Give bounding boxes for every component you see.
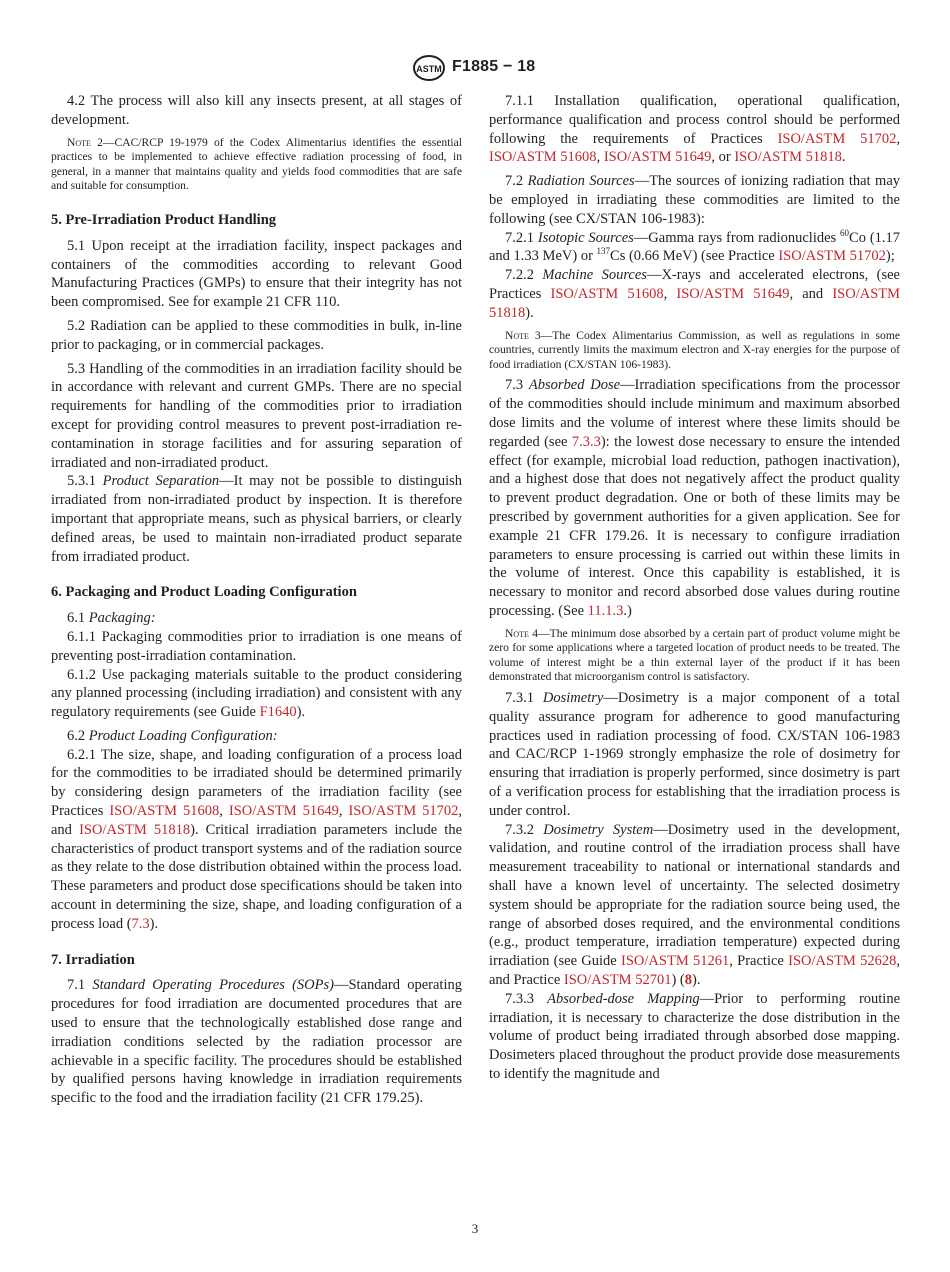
para-6-2: 6.2 Product Loading Configuration: xyxy=(67,727,278,744)
link-section-7-3-3[interactable]: 7.3.3 xyxy=(571,433,601,450)
para-6-1-1: 6.1.1 Packaging commodities prior to irradiation is one means of preventing post-irradiation contamination. xyxy=(51,628,462,664)
link-iso-astm-51818[interactable]: ISO/ASTM 51818 xyxy=(79,821,191,838)
heading-section-6: 6. Packaging and Product Loading Configuration xyxy=(51,584,357,601)
page-number: 3 xyxy=(471,1221,479,1236)
right-column xyxy=(489,92,900,1084)
astm-logo-icon xyxy=(412,54,446,82)
note-3: Note 3—The Codex Alimentarius Commission, as well as regulations in some countries, currently limits the maximum electron and X-ray energies for the purpose of food irradiation (CX/STAN 106-1983). xyxy=(489,328,900,371)
link-iso-astm-51702[interactable]: ISO/ASTM 51702 xyxy=(777,130,897,147)
link-iso-astm-51649[interactable]: ISO/ASTM 51649 xyxy=(603,149,712,166)
para-4-2: 4.2 The process will also kill any insects present, at all stages of development. xyxy=(51,93,462,128)
heading-section-7: 7. Irradiation xyxy=(51,951,135,968)
para-7-2: 7.2 Radiation Sources—The sources of ionizing radiation that may be employed in irradiating these commodities are limited to the following (see CX/STAN 106-1983): xyxy=(489,173,901,227)
link-iso-astm-51608[interactable]: ISO/ASTM 51608 xyxy=(489,149,597,166)
link-iso-astm-51608[interactable]: ISO/ASTM 51608 xyxy=(109,803,220,820)
para-5-1: 5.1 Upon receipt at the irradiation facility, inspect packages and containers of the commodities according to relevant Good Manufacturing Practices (GMPs) to ensure that their integrity has not been compromised. See for example 21 CFR 110. xyxy=(51,237,462,311)
left-column xyxy=(51,92,462,1108)
link-iso-astm-52701[interactable]: ISO/ASTM 52701 xyxy=(563,972,672,989)
para-5-3-1: 5.3.1 Product Separation—It may not be possible to distinguish irradiated from non-irradiated product by inspection. It is therefore important that appropriate means, such as physical barriers, or clearly defined areas, be used to maintain non-irradiated product separate from irradiated product. xyxy=(51,473,463,565)
para-7-3-2: 7.3.2 Dosimetry System—Dosimetry used in the development, validation, and routine control of the irradiation process shall have measurement traceability to national or international standards and shall have a known level of uncertainty. The selected dosimetry system should be appropriate for the radiation source being used, the range of absorbed doses required, and the environmental conditions (e.g., product temperature, irradiation temperature) expected during irradiation (see Guide ISO/ASTM 51261, Practice ISO/ASTM 52628, and Practice ISO/ASTM 52701) (8). xyxy=(489,821,901,989)
link-iso-astm-51702[interactable]: ISO/ASTM 51702 xyxy=(348,803,459,820)
link-f1640[interactable]: F1640 xyxy=(259,704,297,721)
page-header xyxy=(0,56,950,84)
para-7-2-2: 7.2.2 Machine Sources—X-rays and accelerated electrons, (see Practices ISO/ASTM 51608, ISO/ASTM 51649, and ISO/ASTM 51818). xyxy=(489,267,901,321)
svg-text:ASTM: ASTM xyxy=(416,64,442,74)
para-7-3-3: 7.3.3 Absorbed-dose Mapping—Prior to performing routine irradiation, it is necessary to characterize the dose distribution in the volume of product being irradiated through absorbed dose mapping. Dosimeters placed throughout the product provide dose measurements to identify the magnitude and xyxy=(489,990,901,1083)
link-iso-astm-51818[interactable]: ISO/ASTM 51818 xyxy=(489,285,901,321)
heading-section-5: 5. Pre-Irradiation Product Handling xyxy=(51,211,277,228)
link-iso-astm-51649[interactable]: ISO/ASTM 51649 xyxy=(228,803,339,820)
link-iso-astm-51608[interactable]: ISO/ASTM 51608 xyxy=(550,285,664,302)
para-7-1-1: 7.1.1 Installation qualification, operational qualification, performance qualification and process control should be performed following the requirements of Practices ISO/ASTM 51702, ISO/ASTM 51608, ISO/ASTM 51649, or ISO/ASTM 51818. xyxy=(489,93,900,166)
link-iso-astm-51261[interactable]: ISO/ASTM 51261 xyxy=(621,953,730,970)
para-7-2-1: 7.2.1 Isotopic Sources—Gamma rays from radionuclides $^{60}$Co (1.17 and 1.33 MeV) or $^{137}$Cs (0.66 MeV) (see Practice ISO/ASTM 51702); xyxy=(489,227,901,265)
note-2: Note 2—CAC/RCP 19-1979 of the Codex Alimentarius identifies the essential practices to be implemented to achieve effective radiation processing of food, in general, in a manner that maintains quality and yields food commodities that are safe and suitable for consumption. xyxy=(51,135,462,193)
link-iso-astm-51702[interactable]: ISO/ASTM 51702 xyxy=(778,248,886,265)
reference-8[interactable]: 8 xyxy=(684,972,692,989)
link-section-7-3[interactable]: 7.3 xyxy=(131,915,150,932)
link-iso-astm-51818[interactable]: ISO/ASTM 51818 xyxy=(734,149,842,166)
note-4: Note 4—The minimum dose absorbed by a certain part of product volume might be zero for some applications where a targeted location of product needs to be treated. The volume of interest might be a thin external layer of the product if it has been demonstrated that microorganism control is satisfactory. xyxy=(489,626,900,684)
para-5-3: 5.3 Handling of the commodities in an irradiation facility should be in accordance with relevant and current GMPs. There are no special requirements for handling of the commodities prior to irradiation except for providing control measures to prevent post-irradiation re-contamination in storage facilities and for assuring separation of irradiated and non-irradiated product. xyxy=(51,360,462,471)
para-7-3: 7.3 Absorbed Dose—Irradiation specifications from the processor of the commodities should include minimum and maximum absorbed dose limits and the volume of interest where these limits should be regarded (see 7.3.3): the lowest dose necessary to ensure the intended effect (for example, microbial load reduction, pathogen inactivation), and a highest dose that does not negatively affect the product quality to prevent product degradation. One or both of these limits may be prescribed by government authorities for a given application. See for example 21 CFR 179.26. It is necessary to configure irradiation parameters to ensure processing is carried out within these limits in the volume of interest. Once this capability is established, it is necessary to monitor and record absorbed dose values during routine processing. (See 11.1.3.) xyxy=(489,377,900,619)
para-5-2: 5.2 Radiation can be applied to these commodities in bulk, in-line prior to packaging, or in commercial packages. xyxy=(51,317,462,353)
document-id: F1885 − 18 xyxy=(452,58,536,75)
para-7-3-1: 7.3.1 Dosimetry—Dosimetry is a major component of a total quality assurance program for adherence to good manufacturing practices used in radiation processing of food. CX/STAN 106-1983 and CAC/RCP 1-1969 strongly emphasize the role of dosimetry for ensuring that irradiation is properly performed, since dosimetry is part of a verification process for establishing that the irradiation process is under control. xyxy=(489,690,901,819)
link-iso-astm-52628[interactable]: ISO/ASTM 52628 xyxy=(788,953,897,970)
para-7-1: 7.1 Standard Operating Procedures (SOPs)—Standard operating procedures for food irradiation are documented procedures that are used to ensure that the technologically established dose range and irradiation conditions selected by the radiation processor are achievable in a specific facility. The procedures should be established by qualified persons having knowledge in irradiation requirements specific to the food and the irradiation facility (21 CFR 179.25). xyxy=(51,977,462,1107)
para-6-1: 6.1 Packaging: xyxy=(67,610,156,627)
link-section-11-1-3[interactable]: 11.1.3 xyxy=(587,602,624,619)
link-iso-astm-51649[interactable]: ISO/ASTM 51649 xyxy=(676,285,790,302)
para-6-2-1: 6.2.1 The size, shape, and loading configuration of a process load for the commodities to be irradiated should be determined primarily by considering design parameters of the irradiation facility (see Practices ISO/ASTM 51608, ISO/ASTM 51649, ISO/ASTM 51702, and ISO/ASTM 51818). Critical irradiation parameters include the characteristics of product transport systems and of the radiation source as they relate to the dose distribution obtained within the process load. These parameters and product dose specifications should be taken into account in determining the size, shape, and loading configuration of a process load (7.3). xyxy=(51,746,463,932)
para-6-1-2: 6.1.2 Use packaging materials suitable to the product considering any planned processing (including irradiation) and consistent with any regulatory requirements (see Guide F1640). xyxy=(51,666,462,721)
